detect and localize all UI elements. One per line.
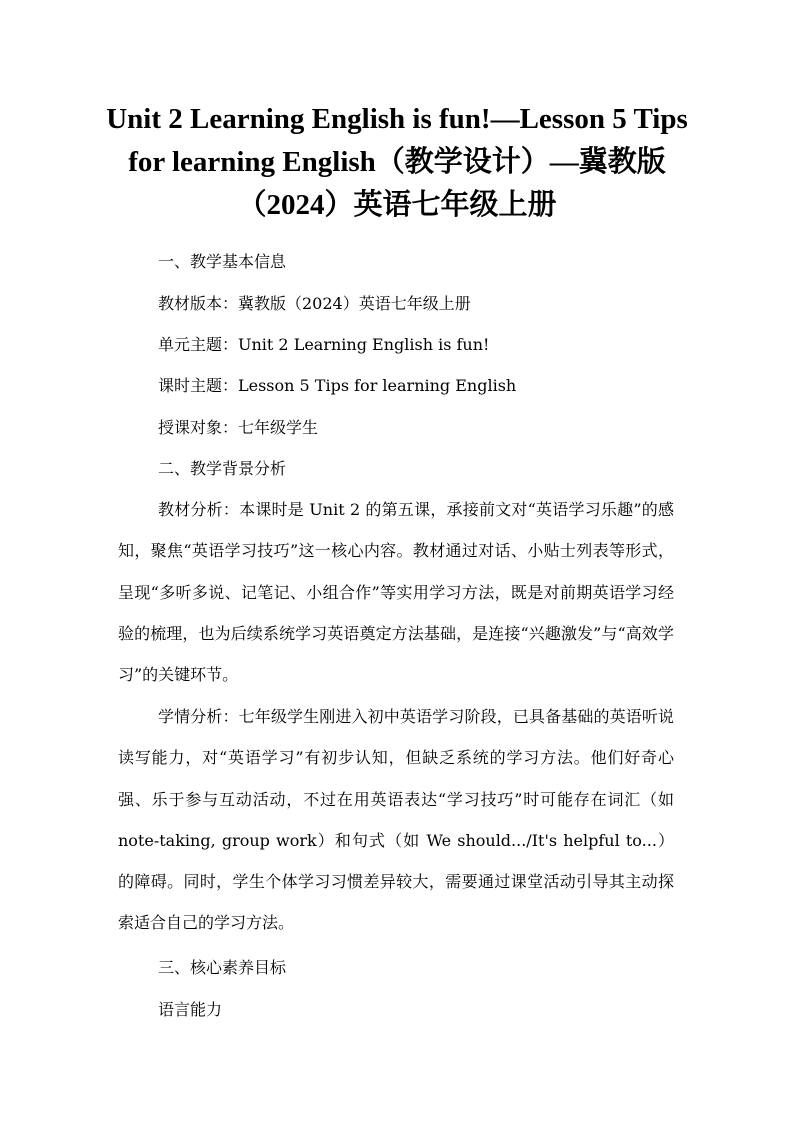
student-analysis-paragraph: 学情分析：七年级学生刚进入初中英语学习阶段，已具备基础的英语听说读写能力，对“英语学习”有初步认知，但缺乏系统的学习方法。他们好奇心强、乐于参与互动活动，不过在用英语表达“学习技巧”时可能存在词汇（如 note-taking, group work）和句式（如 We should.../It's helpful to...）的障碍。同时，学生个体学习习惯差异较大，需要通过课堂活动引导其主动探索适合自己的学习方法。 [118, 707, 674, 933]
section-heading-core-goals: 三、核心素养目标 [158, 958, 287, 977]
textbook-version-line: 教材版本：冀教版（2024）英语七年级上册 [158, 294, 471, 313]
audience-line: 授课对象：七年级学生 [158, 418, 319, 437]
textbook-analysis-paragraph: 教材分析：本课时是 Unit 2 的第五课，承接前文对“英语学习乐趣”的感知，聚焦“英语学习技巧”这一核心内容。教材通过对话、小贴士列表等形式，呈现“多听多说、记笔记、小组合作”等实用学习方法，既是对前期英语学习经验的梳理，也为后续系统学习英语奠定方法基础，是连接“兴趣激发”与“高效学习”的关键环节。 [118, 500, 674, 685]
section-heading-basic-info: 一、教学基本信息 [158, 252, 287, 271]
lesson-theme-line: 课时主题：Lesson 5 Tips for learning English [158, 376, 517, 395]
section-heading-background: 二、教学背景分析 [158, 459, 287, 478]
unit-theme-line: 单元主题：Unit 2 Learning English is fun! [158, 335, 490, 354]
subheading-language-ability: 语言能力 [158, 1000, 223, 1019]
document-title: Unit 2 Learning English is fun!—Lesson 5 Tips for learning English（教学设计）—冀教版（2024）英语七年级上册 [106, 103, 688, 221]
